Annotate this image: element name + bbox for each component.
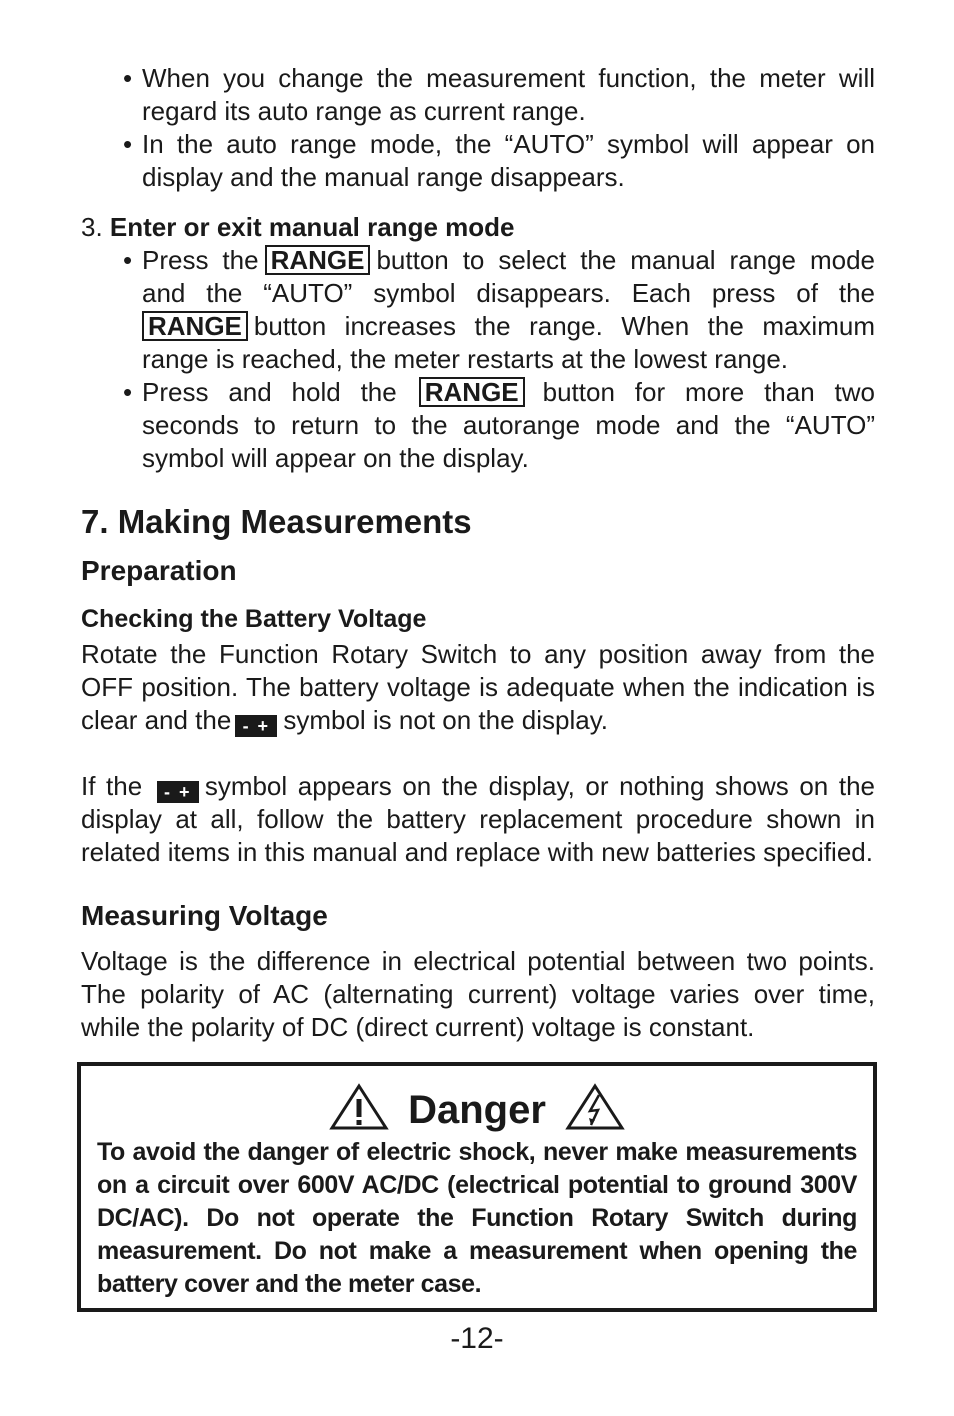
range-key-label: RANGE bbox=[419, 377, 525, 407]
step-number: 3. bbox=[81, 212, 103, 242]
danger-box bbox=[77, 1062, 877, 1312]
danger-text: To avoid the danger of electric shock, never make measurements on a circuit over 600V AC/DC (electrical potential to ground 300V DC/AC). Do not operate the Function Rotary Switch during measurement. Do not make a measurement when opening the battery cover and the meter case. bbox=[97, 1138, 857, 1298]
page-number: -12- bbox=[450, 1322, 504, 1355]
voltage-heading: Measuring Voltage bbox=[81, 900, 328, 931]
step-title: Enter or exit manual range mode bbox=[109, 212, 515, 242]
list-item: • When you change the measurement function, the meter will regard its auto range as current range. bbox=[123, 63, 875, 126]
range-key-label: RANGE bbox=[142, 311, 248, 341]
battery-paragraph bbox=[81, 638, 875, 737]
list-item: • Press the RANGE button to select the manual range mode and the “AUTO” symbol disappears. Each press of the RANGE button increases the range. When the maximum range is reached, the meter restarts at the lowest range. bbox=[123, 245, 876, 374]
battery-paragraph bbox=[81, 770, 875, 869]
bullet-text: When you change the measurement function, the meter will regard its auto range as current range. bbox=[142, 63, 875, 126]
paragraph-text: symbol appears on the display, or nothing shows on the display at all, follow the battery replacement procedure shown in related items in this manual and replace with new batteries specified. bbox=[81, 771, 875, 867]
paragraph-text: Rotate the Function Rotary Switch to any position away from the OFF position. The battery voltage is adequate when the indication is clear and the bbox=[81, 639, 875, 735]
auto-range-notes bbox=[81, 62, 875, 194]
voltage-paragraph: Voltage is the difference in electrical potential between two points. The polarity of AC (alternating current) voltage varies over time, while the polarity of DC (direct current) voltage is constant. bbox=[81, 946, 875, 1042]
range-key-label: RANGE bbox=[265, 245, 371, 275]
bullet-text: Press the bbox=[142, 245, 259, 275]
step-heading bbox=[81, 211, 875, 244]
paragraph-text: symbol is not on the display. bbox=[283, 705, 609, 735]
list-item: • Press and hold the RANGE button for more than two seconds to return to the autorange mode and the “AUTO” symbol will appear on the display. bbox=[123, 377, 876, 473]
danger-title: Danger bbox=[408, 1088, 546, 1132]
section-title: 7. Making Measurements bbox=[81, 503, 472, 540]
paragraph-text: If the bbox=[81, 771, 143, 801]
bullet-text: In the auto range mode, the “AUTO” symbol will appear on display and the manual range disappears. bbox=[142, 129, 875, 192]
high-voltage-icon bbox=[565, 1083, 625, 1131]
bullet-text: button to select the manual range mode and the “AUTO” symbol disappears. Each press of the bbox=[142, 245, 876, 308]
danger-heading bbox=[81, 1082, 873, 1138]
battery-icon: - + bbox=[157, 781, 199, 803]
subsection-title: Preparation bbox=[81, 555, 237, 586]
battery-text bbox=[81, 638, 875, 869]
battery-icon: - + bbox=[235, 715, 277, 737]
warning-icon bbox=[329, 1083, 389, 1131]
bullet-text: button for more than two seconds to return to the autorange mode and the “AUTO” symbol will appear on the display. bbox=[142, 377, 876, 473]
bullet-text: Press and hold the bbox=[142, 377, 397, 407]
bullet-text: button increases the range. When the maximum range is reached, the meter restarts at the lowest range. bbox=[142, 311, 875, 374]
list-item: • In the auto range mode, the “AUTO” symbol will appear on display and the manual range disappears. bbox=[123, 129, 875, 192]
battery-heading: Checking the Battery Voltage bbox=[81, 605, 427, 633]
step-3 bbox=[81, 211, 875, 475]
